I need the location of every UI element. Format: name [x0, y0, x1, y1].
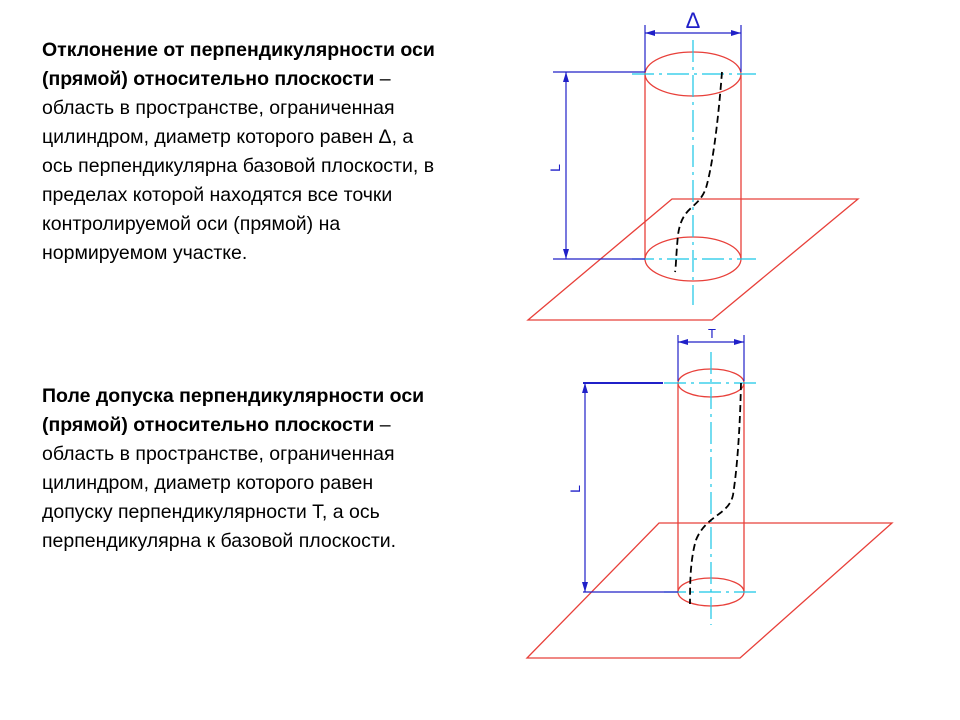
diagram-deviation [528, 8, 858, 320]
real-axis-curve [690, 383, 741, 604]
definition-text: – область в пространстве, ограниченная цилиндром, диаметр которого равен Δ, а ось перпендикулярна базовой плоскости, в пределах которой находятся все точки контролируемой оси (прямой) на нормируемом участке. [42, 68, 435, 264]
definition-term: Поле допуска перпендикулярности оси (прямой) относительно плоскости [42, 385, 425, 436]
length-dimension [582, 383, 678, 592]
diagram-tolerance-zone [527, 326, 892, 658]
diameter-label: T [708, 326, 716, 341]
length-label: L [567, 485, 583, 493]
length-label: L [547, 164, 563, 172]
diameter-label: Δ [685, 8, 701, 33]
length-dimension [553, 72, 645, 259]
base-plane [527, 523, 892, 658]
definition-term: Отклонение от перпендикулярности оси (прямой) относительно плоскости [42, 39, 435, 90]
real-axis-curve [675, 72, 722, 272]
definition-text: – область в пространстве, ограниченная цилиндром, диаметр которого равен допуску перпендикулярности Т, а ось перпендикулярна к базовой плоскости. [42, 414, 397, 552]
